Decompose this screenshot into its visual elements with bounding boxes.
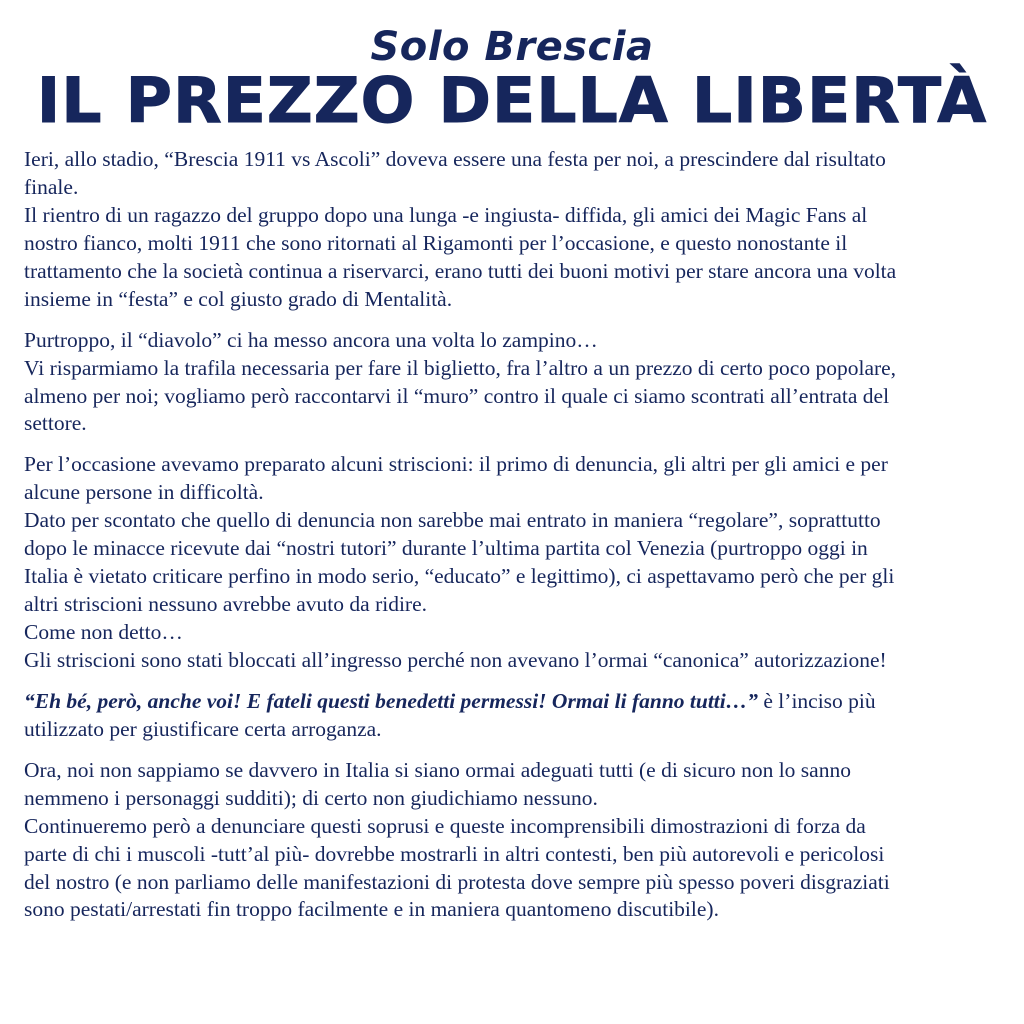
- paragraph-1: [24, 146, 1000, 314]
- text-line: nostro fianco, molti 1911 che sono ritornati al Rigamonti per l’occasione, e questo nonostante il: [24, 230, 848, 255]
- text-line: Continueremo però a denunciare questi soprusi e queste incomprensibili dimostrazioni di forza da: [24, 813, 866, 838]
- text-line: Il rientro di un ragazzo del gruppo dopo una lunga -e ingiusta- diffida, gli amici dei Magic Fans al: [24, 202, 868, 227]
- text-line: nemmeno i personaggi sudditi); di certo non giudichiamo nessuno.: [24, 785, 598, 810]
- text-line: Gli striscioni sono stati bloccati all’ingresso perché non avevano l’ormai “canonica” autorizzazione!: [24, 647, 887, 672]
- text-line: alcune persone in difficoltà.: [24, 480, 264, 505]
- paragraph-5: [24, 757, 1000, 925]
- paragraph-2: [24, 327, 1000, 439]
- text-line: settore.: [24, 411, 87, 436]
- text-line: parte di chi i muscoli -tutt’al più- dovrebbe mostrarli in altri contesti, ben più autorevoli e pericolosi: [24, 841, 885, 866]
- document-body: [24, 146, 1000, 924]
- text-line: Vi risparmiamo la trafila necessaria per fare il biglietto, fra l’altro a un prezzo di certo poco popolare,: [24, 355, 897, 380]
- text-fragment: è l’inciso più: [758, 688, 876, 713]
- text-line: insieme in “festa” e col giusto grado di Mentalità.: [24, 286, 453, 311]
- paragraph-4: [24, 688, 1000, 744]
- text-line: utilizzato per giustificare certa arroganza.: [24, 716, 382, 741]
- text-line: Ora, noi non sappiamo se davvero in Italia si siano ormai adeguati tutti (e di sicuro non lo sanno: [24, 757, 851, 782]
- text-line: del nostro (e non parliamo delle manifestazioni di protesta dove sempre più spesso poveri disgraziati: [24, 869, 890, 894]
- text-line: sono pestati/arrestati fin troppo facilmente e in maniera quantomeno discutibile).: [24, 897, 719, 922]
- pull-quote: “Eh bé, però, anche voi! E fateli questi benedetti permessi! Ormai li fanno tutti…”: [24, 688, 759, 713]
- text-line: almeno per noi; vogliamo però raccontarvi il “muro” contro il quale ci siamo scontrati all’entrata del: [24, 383, 890, 408]
- text-line: finale.: [24, 174, 79, 199]
- text-line: Come non detto…: [24, 620, 183, 644]
- kicker-title: Solo Brescia: [370, 24, 654, 70]
- text-line: altri striscioni nessuno avrebbe avuto da ridire.: [24, 592, 428, 617]
- paragraph-3: [24, 451, 1000, 675]
- text-line: dopo le minacce ricevute dai “nostri tutori” durante l’ultima partita col Venezia (purtroppo oggi in: [24, 536, 868, 561]
- text-line: Ieri, allo stadio, “Brescia 1911 vs Ascoli” doveva essere una festa per noi, a prescindere dal risultato: [24, 147, 886, 171]
- text-line: trattamento che la società continua a riservarci, erano tutti dei buoni motivi per stare ancora una volta: [24, 258, 897, 283]
- text-line: Italia è vietato criticare perfino in modo serio, “educato” e legittimo), ci aspettavamo però che per gli: [24, 564, 895, 589]
- text-line: Purtroppo, il “diavolo” ci ha messo ancora una volta lo zampino…: [24, 327, 598, 352]
- text-line: Per l’occasione avevamo preparato alcuni striscioni: il primo di denuncia, gli altri per gli amici e per: [24, 452, 888, 477]
- page-title: IL PREZZO DELLA LIBERTÀ: [36, 64, 988, 137]
- text-line: Dato per scontato che quello di denuncia non sarebbe mai entrato in maniera “regolare”, soprattutto: [24, 508, 881, 533]
